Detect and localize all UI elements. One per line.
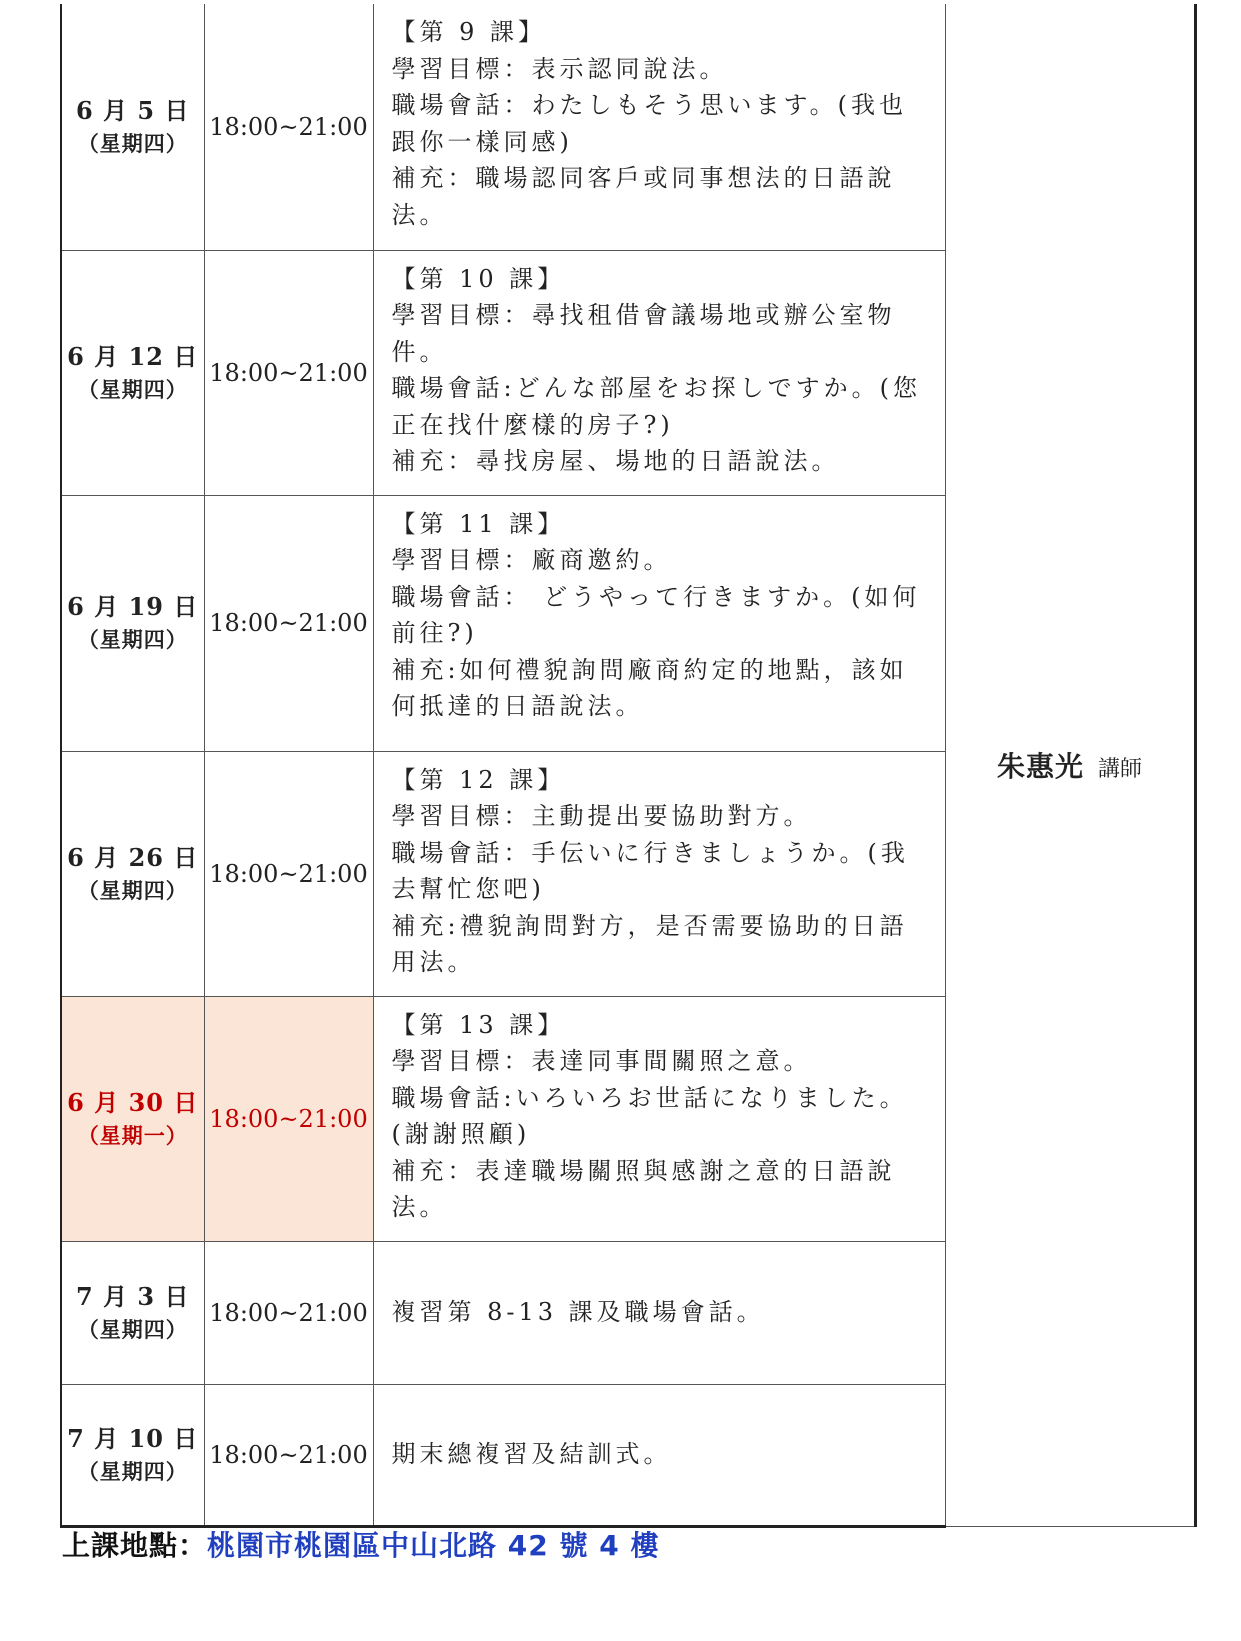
content-cell: [373, 250, 945, 495]
lesson-goal: 學習目標：廠商邀約。: [391, 546, 672, 574]
date-text: 7 月 10 日: [67, 1423, 199, 1453]
weekday-text: （星期四）: [77, 1316, 188, 1342]
date-cell: [61, 495, 204, 751]
lesson-dialogue: 職場會話：わたしもそう思います。(我也跟你一樣同感): [391, 91, 907, 156]
lesson-dialogue: 職場會話： どうやって行きますか。(如何前往?): [391, 582, 921, 647]
content-cell: [373, 495, 945, 751]
weekday-text: （星期四）: [77, 627, 188, 652]
lesson-dialogue: 職場會話:いろいろお世話になりました。(謝謝照顧): [391, 1083, 908, 1148]
teacher-name: 朱惠光: [996, 749, 1084, 783]
date-cell: [61, 1241, 204, 1384]
weekday-text: （星期四）: [77, 376, 188, 402]
course-schedule-table: [60, 4, 1197, 1528]
content-cell: [373, 996, 945, 1241]
content-cell: [373, 4, 945, 250]
lesson-supplement: 補充：職場認同客戶或同事想法的日語說法。: [391, 164, 896, 229]
weekday-text: （星期四）: [77, 877, 188, 903]
lesson-dialogue: 職場會話:どんな部屋をお探しですか。(您正在找什麼樣的房子?): [391, 374, 921, 439]
time-cell: 18:00~21:00: [204, 250, 373, 495]
lesson-supplement: 補充：表達職場關照與感謝之意的日語說法。: [391, 1156, 896, 1221]
date-text: 6 月 12 日: [67, 341, 199, 371]
date-text: 6 月 30 日: [67, 1087, 199, 1117]
lesson-title: 【第 11 課】: [391, 509, 566, 538]
content-cell: [373, 1241, 945, 1384]
lesson-goal: 學習目標：主動提出要協助對方。: [391, 802, 812, 830]
date-text: 6 月 5 日: [76, 95, 190, 125]
class-location: [62, 1524, 659, 1564]
time-cell: 18:00~21:00: [204, 1241, 373, 1384]
weekday-text: （星期一）: [77, 1122, 188, 1148]
weekday-text: （星期四）: [77, 130, 188, 156]
time-cell: 18:00~21:00: [204, 1384, 373, 1526]
time-cell: 18:00~21:00: [204, 4, 373, 250]
weekday-text: （星期四）: [77, 1458, 188, 1484]
lesson-goal: 學習目標：表示認同說法。: [391, 54, 728, 83]
time-cell: 18:00~21:00: [204, 996, 373, 1241]
date-cell: [61, 250, 204, 495]
time-cell: 18:00~21:00: [204, 495, 373, 751]
date-text: 6 月 19 日: [67, 592, 199, 621]
lesson-supplement: 補充:如何禮貌詢問廠商約定的地點，該如何抵達的日語說法。: [391, 655, 908, 720]
date-cell: [61, 4, 204, 250]
date-cell: [61, 996, 204, 1241]
lesson-title: 【第 10 課】: [391, 264, 566, 293]
lesson-summary: 複習第 8-13 課及職場會話。: [391, 1298, 765, 1327]
teacher-title: 講師: [1098, 756, 1143, 782]
lesson-goal: 學習目標：表達同事間關照之意。: [391, 1047, 812, 1075]
lesson-supplement: 補充:禮貌詢問對方，是否需要協助的日語用法。: [391, 911, 908, 976]
lesson-title: 【第 12 課】: [391, 765, 566, 794]
date-text: 6 月 26 日: [67, 842, 199, 872]
teacher-cell: [945, 4, 1195, 1526]
lesson-supplement: 補充：尋找房屋、場地的日語說法。: [391, 447, 840, 475]
content-cell: [373, 751, 945, 996]
date-cell: [61, 751, 204, 996]
location-address: 桃園市桃園區中山北路 42 號 4 樓: [207, 1529, 660, 1562]
location-label: 上課地點：: [62, 1529, 208, 1562]
date-cell: [61, 1384, 204, 1526]
date-text: 7 月 3 日: [76, 1281, 190, 1311]
lesson-title: 【第 13 課】: [391, 1010, 566, 1039]
lesson-goal: 學習目標：尋找租借會議場地或辦公室物件。: [391, 301, 896, 366]
table-row: [61, 4, 1195, 250]
lesson-summary: 期末總複習及結訓式。: [391, 1440, 672, 1469]
time-cell: 18:00~21:00: [204, 751, 373, 996]
content-cell: [373, 1384, 945, 1526]
lesson-dialogue: 職場會話：手伝いに行きましょうか。(我去幫忙您吧): [391, 838, 909, 903]
lesson-title: 【第 9 課】: [391, 18, 547, 46]
